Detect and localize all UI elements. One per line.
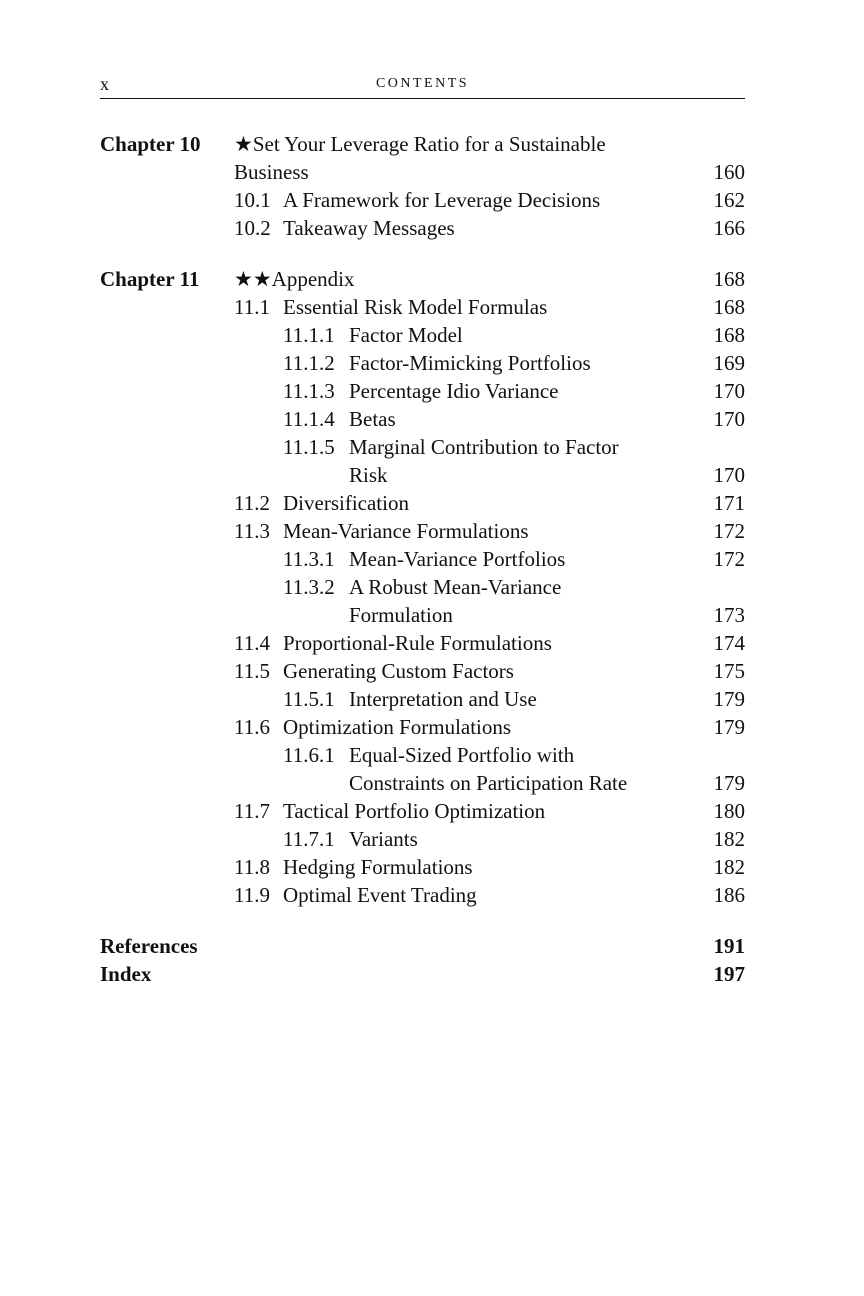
page-number: 170: [713, 463, 745, 487]
section-number: 11.6.1: [283, 743, 335, 767]
page-number: 171: [713, 491, 745, 515]
section-title: Diversification: [283, 491, 409, 515]
toc-references[interactable]: [0, 932, 864, 960]
page-number: 182: [713, 827, 745, 851]
toc-subsection-11-1-4[interactable]: [0, 405, 864, 433]
toc-subsection-11-5-1[interactable]: [0, 685, 864, 713]
section-title: Optimal Event Trading: [283, 883, 477, 907]
toc-section-11-5[interactable]: [0, 657, 864, 685]
page-number: 166: [713, 216, 745, 240]
toc-subsection-11-3-2[interactable]: [0, 573, 864, 601]
section-number: 11.1.2: [283, 351, 335, 375]
page-folio: x: [100, 74, 109, 94]
section-title: Hedging Formulations: [283, 855, 473, 879]
toc-section-11-1[interactable]: [0, 293, 864, 321]
section-number: 11.1.1: [283, 323, 335, 347]
section-number: 11.2: [234, 491, 270, 515]
page-number: 168: [713, 267, 745, 291]
page-number: 175: [713, 659, 745, 683]
toc-subsection-11-1-1[interactable]: [0, 321, 864, 349]
toc-subsection-11-6-1-cont[interactable]: [0, 769, 864, 797]
page-number: 160: [713, 160, 745, 184]
toc-subsection-11-3-1[interactable]: [0, 545, 864, 573]
section-number: 11.8: [234, 855, 270, 879]
section-title: Mean-Variance Formulations: [283, 519, 529, 543]
toc-section-11-9[interactable]: [0, 881, 864, 909]
back-matter-title: References: [100, 934, 198, 958]
section-title: Mean-Variance Portfolios: [349, 547, 566, 571]
section-number: 11.4: [234, 631, 270, 655]
section-number: 11.3.1: [283, 547, 335, 571]
section-title: Betas: [349, 407, 396, 431]
section-number: 11.1.5: [283, 435, 335, 459]
toc-section-11-7[interactable]: [0, 797, 864, 825]
section-number: 11.1.3: [283, 379, 335, 403]
chapter-label: Chapter 11: [100, 267, 200, 291]
page-number: 162: [713, 188, 745, 212]
section-number: 11.7: [234, 799, 270, 823]
page-number: 182: [713, 855, 745, 879]
section-number: 11.1: [234, 295, 270, 319]
section-title: A Robust Mean-Variance: [349, 575, 562, 599]
chapter-title: ★★Appendix: [234, 267, 355, 291]
toc-section-11-3[interactable]: [0, 517, 864, 545]
page-number: 168: [713, 323, 745, 347]
section-title: Variants: [349, 827, 418, 851]
toc-chapter-11-heading[interactable]: [0, 265, 864, 293]
toc-subsection-11-1-3[interactable]: [0, 377, 864, 405]
section-number: 11.5: [234, 659, 270, 683]
section-number: 11.6: [234, 715, 270, 739]
toc-subsection-11-1-2[interactable]: [0, 349, 864, 377]
toc-subsection-11-6-1[interactable]: [0, 741, 864, 769]
page-number: 168: [713, 295, 745, 319]
section-number: 11.1.4: [283, 407, 335, 431]
chapter-label: Chapter 10: [100, 132, 201, 156]
section-title: Factor Model: [349, 323, 463, 347]
page-number: 179: [713, 715, 745, 739]
toc-section-11-4[interactable]: [0, 629, 864, 657]
section-title: Equal-Sized Portfolio with: [349, 743, 575, 767]
toc-section-11-8[interactable]: [0, 853, 864, 881]
page-number: 179: [713, 771, 745, 795]
running-head: CONTENTS: [375, 76, 470, 91]
page-number: 180: [713, 799, 745, 823]
toc-chapter-10-heading-cont[interactable]: [0, 158, 864, 186]
section-title: Generating Custom Factors: [283, 659, 514, 683]
section-title: Marginal Contribution to Factor: [349, 435, 619, 459]
section-number: 11.9: [234, 883, 270, 907]
section-title: Optimization Formulations: [283, 715, 512, 739]
page-header: [100, 74, 745, 99]
section-number: 11.5.1: [283, 687, 335, 711]
page-number: 186: [713, 883, 745, 907]
chapter-title-cont: Business: [234, 160, 309, 184]
section-title: Essential Risk Model Formulas: [283, 295, 548, 319]
section-number: 11.3: [234, 519, 270, 543]
chapter-title: ★Set Your Leverage Ratio for a Sustainable: [234, 132, 606, 156]
section-title: Percentage Idio Variance: [349, 379, 559, 403]
section-title-cont: Formulation: [349, 603, 453, 627]
section-number: 11.3.2: [283, 575, 335, 599]
section-title-cont: Constraints on Participation Rate: [349, 771, 628, 795]
section-number: 11.7.1: [283, 827, 335, 851]
toc-subsection-11-3-2-cont[interactable]: [0, 601, 864, 629]
page-number: 172: [713, 519, 745, 543]
toc-chapter-10-heading[interactable]: [0, 130, 864, 158]
toc-section-11-2[interactable]: [0, 489, 864, 517]
section-title: Factor-Mimicking Portfolios: [349, 351, 591, 375]
back-matter-title: Index: [100, 962, 152, 986]
section-title: Interpretation and Use: [349, 687, 537, 711]
toc-index[interactable]: [0, 960, 864, 988]
section-title: A Framework for Leverage Decisions: [283, 188, 601, 212]
page-number: 172: [713, 547, 745, 571]
toc-subsection-11-1-5[interactable]: [0, 433, 864, 461]
toc-subsection-11-1-5-cont[interactable]: [0, 461, 864, 489]
section-number: 10.1: [234, 188, 271, 212]
page-number: 191: [713, 934, 745, 958]
toc-section-10-1[interactable]: [0, 186, 864, 214]
section-title: Tactical Portfolio Optimization: [283, 799, 546, 823]
section-title-cont: Risk: [349, 463, 388, 487]
toc-section-11-6[interactable]: [0, 713, 864, 741]
page-number: 197: [713, 962, 745, 986]
page-number: 179: [713, 687, 745, 711]
section-title: Proportional-Rule Formulations: [283, 631, 552, 655]
page-number: 174: [713, 631, 745, 655]
toc-section-10-2[interactable]: [0, 214, 864, 242]
section-number: 10.2: [234, 216, 271, 240]
page-number: 170: [713, 379, 745, 403]
toc-subsection-11-7-1[interactable]: [0, 825, 864, 853]
page-number: 173: [713, 603, 745, 627]
section-title: Takeaway Messages: [283, 216, 455, 240]
page-number: 170: [713, 407, 745, 431]
page-number: 169: [713, 351, 745, 375]
